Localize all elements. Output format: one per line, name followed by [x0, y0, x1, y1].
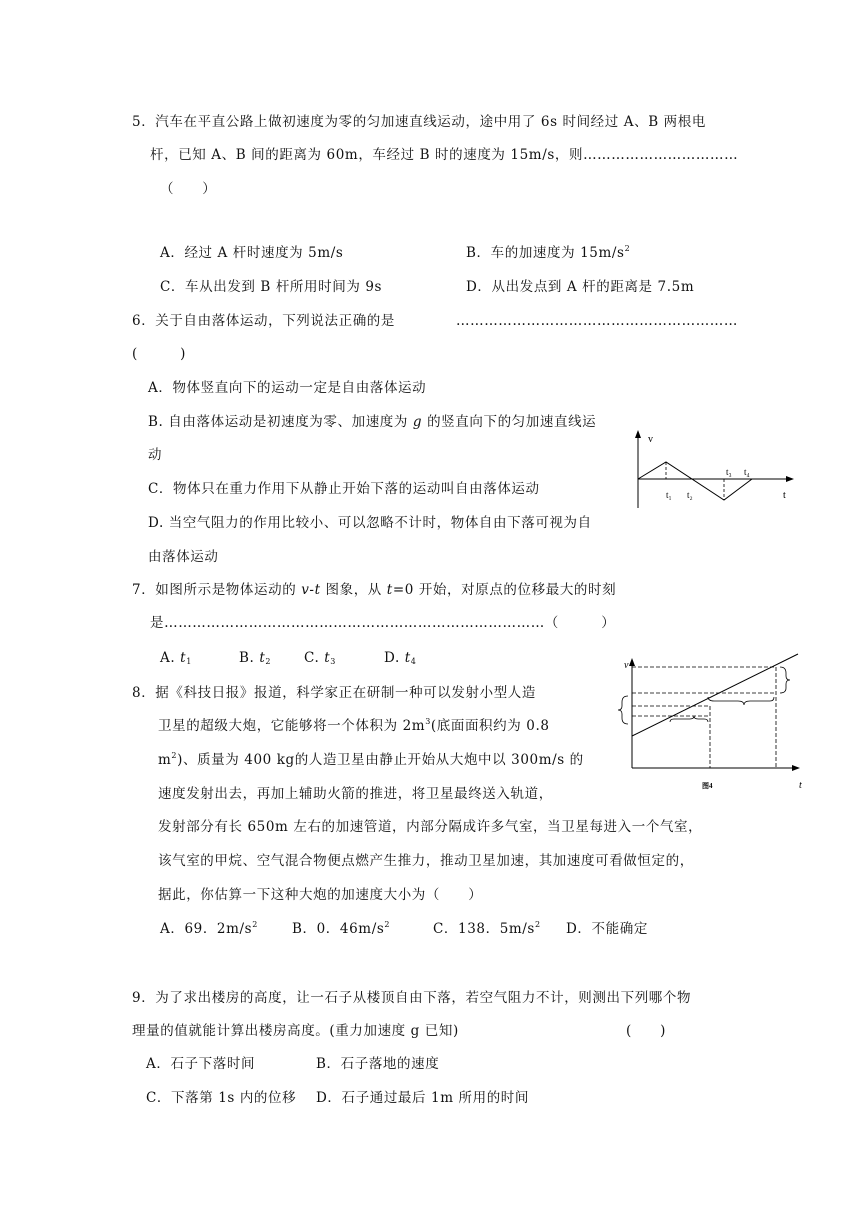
q8-option-c: C．138．$5m/s^2$: [433, 920, 541, 937]
q6-option-d: D. 当空气阻力的作用比较小、可以忽略不计时，物体自由下落可视为自: [148, 515, 592, 531]
q7-option-b: B. $t_2$: [239, 650, 272, 666]
q5-option-b: B．车的加速度为 $15m/s^2$: [466, 244, 631, 261]
q9-option-c: C．下落第 1s 内的位移: [146, 1090, 297, 1106]
q6-answer-paren: ( ): [132, 346, 187, 362]
vt-graph-v-arrow: [635, 430, 641, 438]
vt-graph-t1-label: t₁: [666, 490, 672, 500]
vt-graph-t-arrow: [786, 476, 794, 482]
q7-option-c: C. $t_3$: [304, 650, 336, 666]
q5-option-a: A．经过 A 杆时速度为 5m/s: [160, 245, 344, 261]
q6-dots: ……………………………………………………: [456, 313, 738, 329]
q8-stem-line3: $m^2$)、质量为 400 kg的人造卫星由静止开始从大炮中以 300m/s 的: [158, 751, 584, 768]
q5-stem-line1: 5．汽车在平直公路上做初速度为零的匀加速直线运动，途中用了 6s 时间经过 A、B 两根电: [132, 114, 706, 130]
q5-answer-paren: （ ）: [160, 181, 217, 197]
q9-option-a: A．石子下落时间: [146, 1056, 256, 1072]
fig4-v-arrow: [629, 658, 635, 666]
q7-stem-line1: 7．如图所示是物体运动的 v-t 图象，从 t=0 开始，对原点的位移最大的时刻: [132, 582, 617, 598]
vt-graph-t4-label: t₄: [744, 467, 750, 477]
fig4-v-label: v: [624, 660, 629, 671]
q8-option-d: D．不能确定: [566, 921, 648, 937]
q6-option-a: A．物体竖直向下的运动一定是自由落体运动: [148, 380, 427, 396]
q8-stem-line4: 速度发射出去，再加上辅助火箭的推进，将卫星最终送入轨道，: [158, 786, 553, 802]
q7-option-a: A. $t_1$: [160, 650, 192, 666]
q9-stem-line1: 9．为了求出楼房的高度，让一石子从楼顶自由下落，若空气阻力不计，则测出下列哪个物: [132, 990, 692, 1006]
vt-graph-t3-label: t₃: [726, 467, 732, 477]
fig4-mid-bracket: [708, 697, 774, 705]
vt-graph-t2-label: t₂: [687, 490, 693, 500]
q9-stem-line2: 理量的值就能计算出楼房高度。(重力加速度 g 已知): [132, 1023, 459, 1039]
fig4-left-bracket: [618, 696, 628, 724]
q5-stem-line2: 杆，已知 A、B 间的距离为 60m，车经过 B 时的速度为 15m/s，则……………………………: [150, 147, 739, 163]
q6-option-b-cont: 动: [148, 447, 163, 463]
vt-graph-line: [638, 462, 752, 500]
q9-option-d: D．石子通过最后 1m 所用的时间: [316, 1090, 529, 1106]
q8-stem-line2: 卫星的超级大炮，它能够将一个体积为 $2m^3$(底面面积约为 0.8: [158, 717, 550, 734]
fig4-t-arrow: [792, 765, 800, 771]
fig4-right-bracket: [780, 667, 790, 693]
q6-option-c: C．物体只在重力作用下从静止开始下落的运动叫自由落体运动: [148, 481, 540, 497]
q8-stem-line7: 据此，你估算一下这种大炮的加速度大小为（ ）: [158, 887, 483, 903]
q7-option-d: D. $t_4$: [384, 650, 417, 666]
fig4-low-bracket: [670, 716, 708, 722]
q6-stem: 6．关于自由落体运动，下列说法正确的是: [132, 313, 395, 329]
q8-stem-line5: 发射部分有长 650m 左右的加速管道，内部分隔成许多气室，当卫星每进入一个气室，: [158, 819, 703, 835]
vt-graph-figure: [626, 428, 802, 512]
q8-option-b: B．0．$46m/s^2$: [292, 920, 391, 937]
q8-option-a: A．69．$2m/s^2$: [160, 920, 258, 937]
q6-option-d-cont: 由落体运动: [148, 549, 219, 565]
q8-stem-line1: 8．据《科技日报》报道，科学家正在研制一种可以发射小型人造: [132, 685, 536, 701]
fig4-v-t-line: [632, 654, 798, 736]
vt-graph-t-label: t: [783, 490, 786, 501]
q5-option-d: D．从出发点到 A 杆的距离是 7.5m: [466, 279, 695, 295]
fig4-graph-figure: [598, 650, 808, 794]
fig4-t-label: t: [799, 780, 802, 791]
fig4-caption: 图4: [702, 782, 713, 790]
q5-option-c: C．车从出发到 B 杆所用时间为 9s: [160, 279, 383, 295]
vt-graph-v-label: v: [648, 434, 653, 445]
q7-stem-line2: 是………………………………………………………………………（ ）: [150, 615, 616, 631]
q6-option-b: B. 自由落体运动是初速度为零、加速度为 g 的竖直向下的匀加速直线运: [148, 414, 597, 430]
q8-stem-line6: 该气室的甲烷、空气混合物便点燃产生推力，推动卫星加速，其加速度可看做恒定的，: [158, 853, 694, 869]
q9-answer-paren: ( ): [626, 1023, 666, 1039]
q9-option-b: B．石子落地的速度: [316, 1056, 440, 1072]
